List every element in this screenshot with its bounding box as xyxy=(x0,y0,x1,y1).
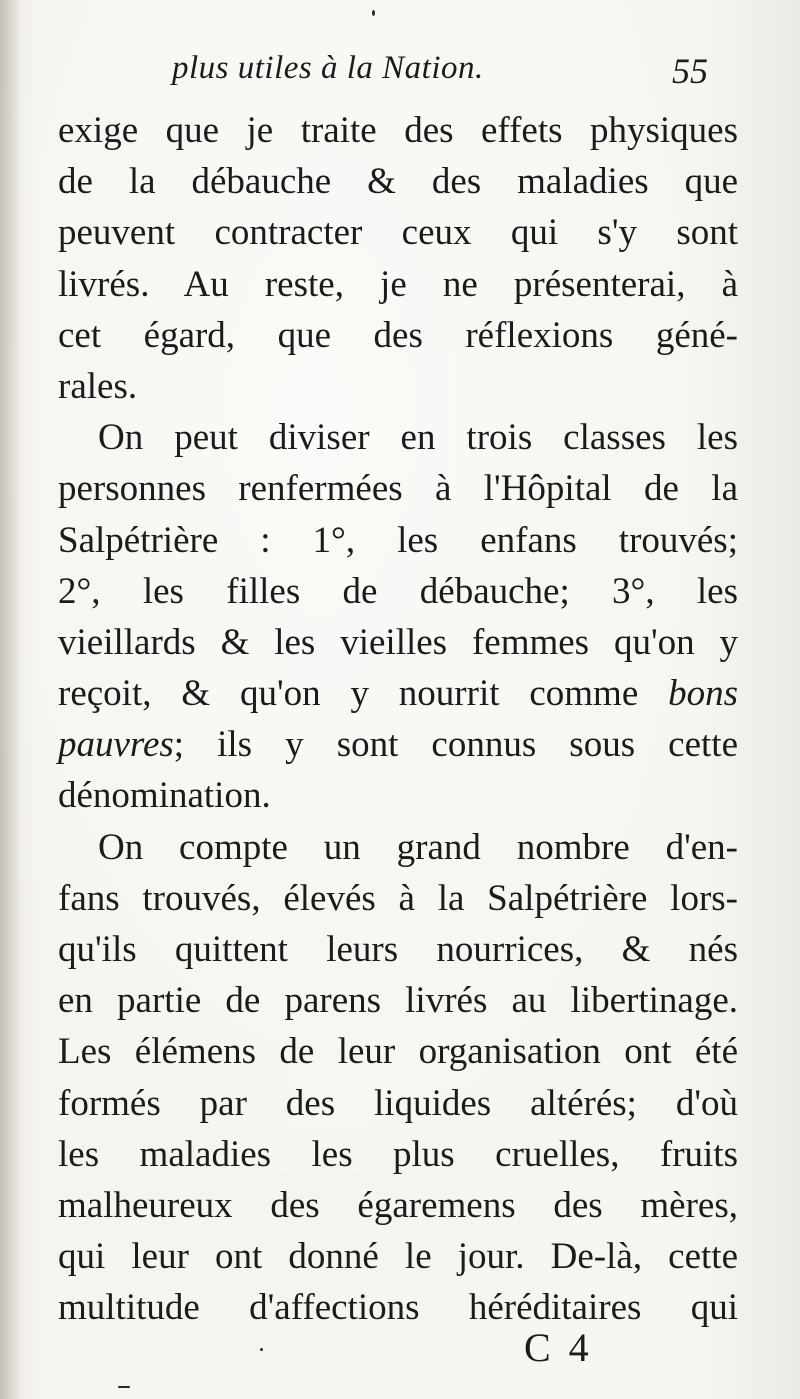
text-line: qui leur ont donné le jour. De-là, cette xyxy=(58,1236,738,1278)
running-head: plus utiles à la Nation. xyxy=(172,50,484,86)
text-line: vieillards & les vieilles femmes qu'on y xyxy=(58,621,738,663)
text-line: 2°, les filles de débauche; 3°, les xyxy=(58,570,738,612)
italic-term: bons xyxy=(668,673,738,715)
text-line: en partie de parens livrés au libertinage. xyxy=(58,980,738,1022)
page-header xyxy=(0,50,800,100)
text-line: fans trouvés, élevés à la Salpétrière lors- xyxy=(58,877,738,919)
body-text xyxy=(58,105,738,1334)
signature-mark: C 4 xyxy=(524,1325,593,1370)
text-line-mixed xyxy=(58,719,738,770)
ink-speck xyxy=(260,1348,263,1351)
text-segment: ; ils y sont connus sous cette xyxy=(173,724,738,766)
text-line: Les élémens de leur organisation ont été xyxy=(58,1031,738,1073)
text-line: personnes renfermées à l'Hôpital de la xyxy=(58,468,738,510)
text-line: cet égard, que des réflexions géné- xyxy=(58,314,738,356)
italic-term: pauvres xyxy=(58,724,174,766)
text-line: peuvent contracter ceux qui s'y sont xyxy=(58,212,738,254)
text-line: malheureux des égaremens des mères, xyxy=(58,1184,738,1226)
text-line: livrés. Au reste, je ne présenterai, à xyxy=(58,263,738,305)
spine-shadow xyxy=(0,0,22,1399)
text-line: multitude d'affections héréditaires qui xyxy=(58,1287,738,1329)
text-line: dénomination. xyxy=(58,775,271,817)
ink-speck xyxy=(372,10,375,16)
text-line: qu'ils quittent leurs nourrices, & nés xyxy=(58,929,738,970)
text-line: Salpétrière : 1°, les enfans trouvés; xyxy=(58,519,738,561)
text-line: les maladies les plus cruelles, fruits xyxy=(58,1133,738,1175)
paragraph-start-line: On compte un grand nombre d'en- xyxy=(98,826,738,868)
ink-speck xyxy=(118,1386,130,1388)
text-line: exige que je traite des effets physiques xyxy=(58,110,738,151)
text-line: formés par des liquides altérés; d'où xyxy=(58,1082,738,1124)
text-line-mixed xyxy=(58,668,738,719)
text-line: de la débauche & des maladies que xyxy=(58,161,738,203)
page-number: 55 xyxy=(672,51,708,91)
text-segment: reçoit, & qu'on y nourrit comme xyxy=(58,673,669,715)
text-line: rales. xyxy=(58,365,138,407)
paragraph-start-line: On peut diviser en trois classes les xyxy=(98,417,738,459)
